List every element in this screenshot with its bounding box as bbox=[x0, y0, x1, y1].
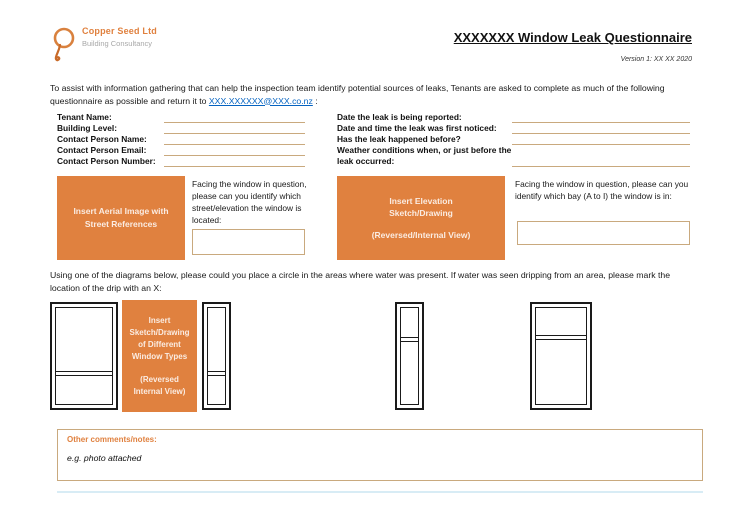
date-first-noticed-label: Date and time the leak was first noticed: bbox=[337, 123, 497, 133]
aerial-image-placeholder-text: Insert Aerial Image with Street References bbox=[73, 206, 169, 229]
footer-rule bbox=[57, 491, 703, 493]
company-name: Copper Seed Ltd bbox=[82, 26, 158, 36]
company-tagline: Building Consultancy bbox=[82, 39, 153, 48]
window-diagram-narrow-low-divider bbox=[202, 302, 231, 410]
elevation-sketch-placeholder-line1: Insert Elevation Sketch/Drawing bbox=[389, 196, 453, 218]
window-divider bbox=[208, 371, 225, 376]
tenant-name-label: Tenant Name: bbox=[57, 112, 112, 122]
date-first-noticed-field[interactable] bbox=[512, 124, 690, 134]
intro-paragraph bbox=[50, 82, 698, 107]
elevation-sketch-placeholder-line2: (Reversed/Internal View) bbox=[371, 230, 471, 240]
comments-example-text: e.g. photo attached bbox=[67, 453, 142, 463]
form-row bbox=[337, 123, 690, 134]
street-elevation-input[interactable] bbox=[192, 229, 305, 255]
contact-person-number-label: Contact Person Number: bbox=[57, 156, 156, 166]
window-types-placeholder-line1: Insert Sketch/Drawing of Different Window Types bbox=[129, 315, 190, 361]
leak-details-form bbox=[337, 112, 690, 167]
bay-question: Facing the window in question, please can you identify which bay (A to I) the window is in: bbox=[515, 179, 689, 201]
form-row bbox=[57, 156, 305, 167]
leak-happened-before-field[interactable] bbox=[512, 135, 690, 145]
contact-person-email-label: Contact Person Email: bbox=[57, 145, 147, 155]
copper-seed-logo-icon bbox=[50, 26, 76, 69]
comments-box[interactable] bbox=[57, 429, 703, 481]
window-types-placeholder-line2: (Reversed Internal View) bbox=[133, 374, 186, 396]
leak-happened-before-label: Has the leak happened before? bbox=[337, 134, 461, 144]
intro-text-before: To assist with information gathering that can help the inspection team identify potential sources of leaks, Tenants are asked to complete as much of the following questionnaire as possible and return it to bbox=[50, 83, 665, 106]
form-row bbox=[337, 145, 690, 167]
aerial-image-placeholder bbox=[57, 176, 185, 260]
window-frame bbox=[400, 307, 419, 405]
window-frame bbox=[207, 307, 226, 405]
window-diagram-narrow-high-divider bbox=[395, 302, 424, 410]
window-frame bbox=[55, 307, 113, 405]
elevation-sketch-placeholder bbox=[337, 176, 505, 260]
street-elevation-question: Facing the window in question, please can you identify which street/elevation the window is located: bbox=[192, 179, 307, 225]
form-row bbox=[337, 112, 690, 123]
weather-conditions-label: Weather conditions when, or just before the leak occurred: bbox=[337, 145, 512, 166]
company-logo bbox=[50, 26, 157, 69]
date-reported-field[interactable] bbox=[512, 113, 690, 123]
version-label: Version 1: XX XX 2020 bbox=[620, 56, 692, 63]
weather-conditions-field[interactable] bbox=[512, 157, 690, 167]
contact-details-form bbox=[57, 112, 305, 167]
return-email-link[interactable]: XXX.XXXXXX@XXX.co.nz bbox=[208, 95, 313, 106]
window-divider bbox=[56, 371, 112, 376]
form-row bbox=[57, 123, 305, 134]
window-types-placeholder bbox=[122, 300, 197, 412]
contact-person-name-field[interactable] bbox=[164, 135, 305, 145]
page-title: XXXXXXX Window Leak Questionnaire bbox=[453, 30, 692, 45]
form-row bbox=[57, 112, 305, 123]
window-frame bbox=[535, 307, 587, 405]
date-reported-label: Date the leak is being reported: bbox=[337, 112, 462, 122]
window-diagram-wide-high-divider bbox=[530, 302, 592, 410]
bay-input[interactable] bbox=[517, 221, 690, 245]
contact-person-email-field[interactable] bbox=[164, 146, 305, 156]
logo-text bbox=[82, 26, 157, 48]
building-level-field[interactable] bbox=[164, 124, 305, 134]
intro-text-after: : bbox=[312, 95, 318, 106]
tenant-name-field[interactable] bbox=[164, 113, 305, 123]
building-level-label: Building Level: bbox=[57, 123, 118, 133]
window-divider bbox=[401, 337, 418, 342]
comments-label: Other comments/notes: bbox=[67, 435, 157, 444]
form-row bbox=[57, 134, 305, 145]
contact-person-name-label: Contact Person Name: bbox=[57, 134, 147, 144]
diagram-instruction: Using one of the diagrams below, please could you place a circle in the areas where water was present. If water was seen dripping from an area, please mark the location of the drip with an X: bbox=[50, 270, 671, 293]
form-row bbox=[337, 134, 690, 145]
window-diagram-wide-low-divider bbox=[50, 302, 118, 410]
window-divider bbox=[536, 335, 586, 340]
form-row bbox=[57, 145, 305, 156]
contact-person-number-field[interactable] bbox=[164, 157, 305, 167]
